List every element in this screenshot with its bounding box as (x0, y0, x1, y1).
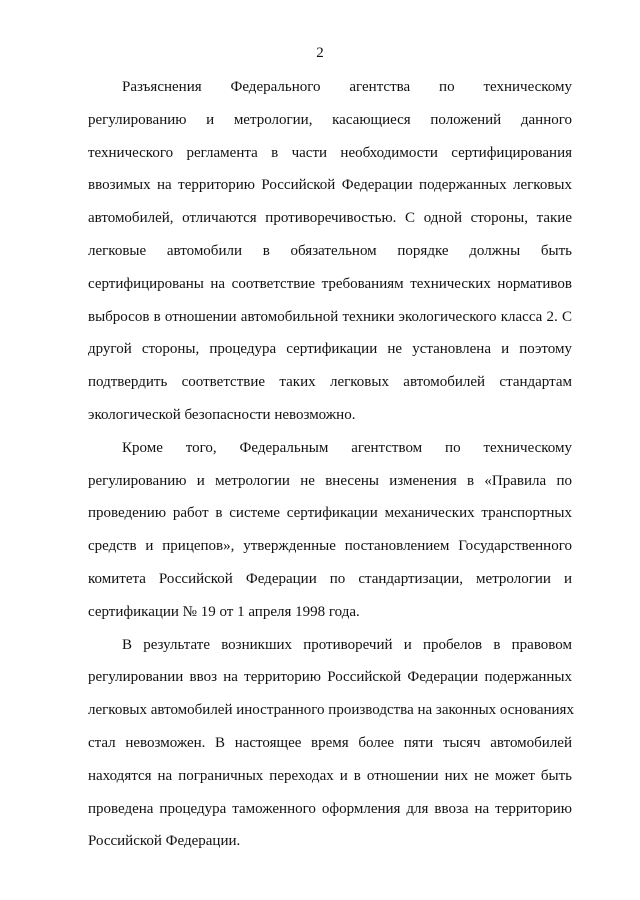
text-line: регулированию и метрологии, касающиеся положений данного (88, 111, 572, 128)
text-line: находятся на пограничных переходах и в отношении них не может быть (88, 767, 572, 784)
text-line: Разъяснения Федерального агентства по техническому (122, 79, 572, 95)
text-line: ввозимых на территорию Российской Федерации подержанных легковых (88, 177, 572, 194)
text-line: проведена процедура таможенного оформления для ввоза на территорию (88, 800, 572, 817)
text-line: сертификации № 19 от 1 апреля 1998 года. (88, 603, 360, 620)
text-line: Российской Федерации. (88, 833, 241, 850)
text-line: технического регламента в части необходимости сертифицирования (88, 144, 572, 161)
text-line: стал невозможен. В настоящее время более пяти тысяч автомобилей (88, 734, 572, 751)
text-line: сертифицированы на соответствие требованиям технических нормативов (88, 275, 572, 292)
text-line: автомобилей, отличаются противоречивостью. С одной стороны, такие (88, 210, 572, 227)
paragraph-3 (88, 629, 572, 859)
text-line: подтвердить соответствие таких легковых автомобилей стандартам (88, 374, 572, 391)
paragraph-1 (88, 71, 572, 432)
text-line: выбросов в отношении автомобильной техники экологического класса 2. С (88, 308, 572, 325)
text-line: комитета Российской Федерации по стандартизации, метрологии и (88, 570, 572, 587)
text-line: легковые автомобили в обязательном порядке должны быть (88, 242, 572, 259)
page-number: 2 (316, 45, 324, 61)
text-line: регулированию и метрологии не внесены изменения в «Правила по (88, 472, 572, 489)
text-line: Кроме того, Федеральным агентством по техническому (122, 439, 572, 456)
text-line: экологической безопасности невозможно. (88, 406, 356, 423)
text-line: В результате возникших противоречий и пробелов в правовом (122, 636, 572, 653)
text-line: другой стороны, процедура сертификации не установлена и поэтому (88, 341, 572, 358)
paragraph-2 (88, 432, 572, 629)
text-line: проведению работ в системе сертификации механических транспортных (88, 505, 572, 522)
text-line: средств и прицепов», утвержденные постановлением Государственного (88, 538, 572, 555)
text-line: легковых автомобилей иностранного производства на законных основаниях (88, 702, 574, 719)
document-body (88, 71, 572, 858)
text-line: регулировании ввоз на территорию Российской Федерации подержанных (88, 669, 572, 686)
